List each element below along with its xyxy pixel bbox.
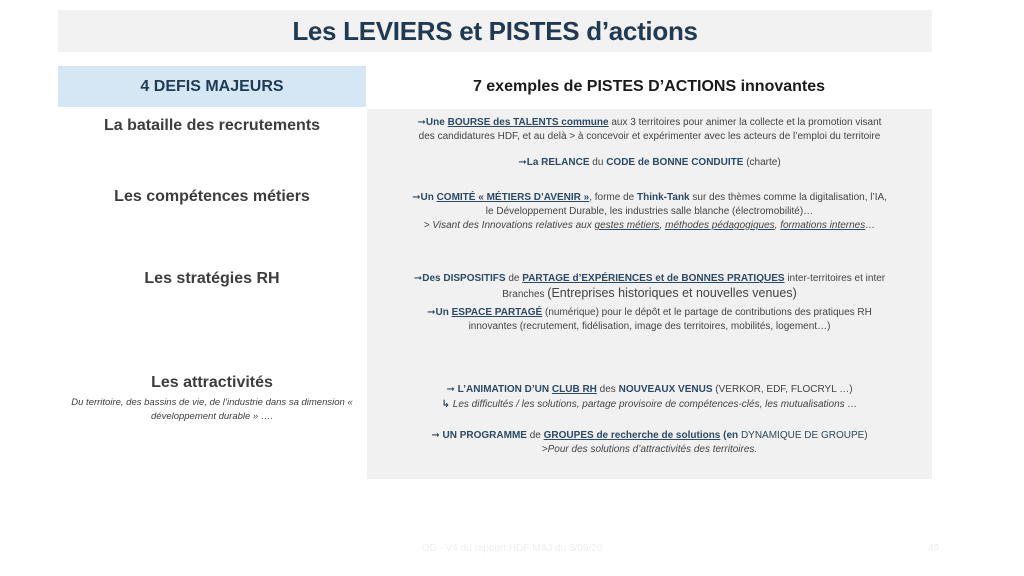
piste-text: DYNAMIQUE DE GROUPE — [740, 430, 865, 441]
defi-strategies-rh — [58, 270, 366, 288]
piste-text: innovantes (recrutement, fidélisation, image des territoires, mobilités, logement…) — [468, 321, 831, 332]
piste-text: Branches — [502, 289, 548, 300]
arrow-icon: ➞ — [417, 117, 426, 128]
partage-experiences-link: PARTAGE d’EXPÉRIENCES et de BONNES PRATIQUES — [522, 273, 785, 284]
piste-text: Des DISPOSITIFS — [422, 273, 506, 284]
footer-text: OD - V4 du rapport HDF MAJ du 3/09/20 — [421, 543, 603, 554]
page-title: Les LEVIERS et PISTES d’actions — [292, 15, 698, 46]
piste-text: ) — [864, 430, 868, 441]
piste-text: , — [659, 220, 666, 231]
defi-attractivites — [58, 374, 366, 424]
piste-text: La RELANCE — [526, 157, 590, 168]
arrow-icon: ➞ — [413, 273, 423, 284]
defi-label: Les compétences métiers — [114, 188, 310, 205]
piste-text: NOUVEAUX VENUS — [618, 384, 713, 395]
piste-comite-metiers — [367, 191, 932, 233]
piste-text: Une — [425, 117, 448, 128]
piste-text: Les difficultés / les solutions, partage provisoire de compétences-clés, les mutualisations … — [452, 399, 858, 410]
piste-text: , forme de — [589, 192, 638, 203]
piste-text: sur des thèmes comme la digitalisation, l’IA, — [689, 192, 887, 203]
defi-competences — [58, 188, 366, 206]
arrow-icon: ➞ — [412, 192, 421, 203]
return-arrow-icon: ↳ — [441, 399, 450, 410]
piste-difficultes — [367, 398, 932, 412]
piste-text: (VERKOR, EDF, FLOCRYL …) — [712, 384, 853, 395]
piste-relance-code — [367, 156, 932, 170]
piste-text: Think-Tank — [637, 192, 690, 203]
club-rh-link: CLUB RH — [551, 384, 597, 395]
piste-text: CODE de BONNE CONDUITE — [606, 157, 744, 168]
piste-text: (numérique) pour le dépôt et le partage de contributions des pratiques RH — [542, 307, 872, 318]
piste-text: de — [526, 430, 544, 441]
piste-text: Un — [435, 307, 452, 318]
arrow-icon: ➞ — [427, 307, 436, 318]
defi-label: Les stratégies RH — [144, 270, 280, 287]
gestes-metiers: gestes métiers — [594, 220, 660, 231]
defi-label: La bataille des recrutements — [103, 117, 321, 134]
comite-metiers-link: COMITÉ « MÉTIERS D’AVENIR » — [436, 192, 590, 203]
piste-text: Un — [420, 192, 437, 203]
piste-animation-club — [367, 383, 932, 397]
piste-text: du — [589, 157, 607, 168]
piste-text: (charte) — [743, 157, 781, 168]
piste-text: UN PROGRAMME — [442, 430, 527, 441]
arrow-icon: ➞ — [446, 384, 455, 395]
piste-text: … — [865, 220, 876, 231]
piste-text: > Visant des Innovations relatives aux — [423, 220, 595, 231]
groupes-recherche-link: GROUPES de recherche de solutions — [543, 430, 721, 441]
piste-dispositifs-partage — [367, 272, 932, 302]
piste-text: de — [505, 273, 523, 284]
piste-text: des candidatures HDF, et au delà > à concevoir et expérimenter avec les acteurs de l’emploi du territoire — [418, 131, 881, 142]
arrow-icon: ➞ — [518, 157, 527, 168]
bourse-talents-link: BOURSE des TALENTS commune — [447, 117, 609, 128]
page-number: 49 — [928, 543, 940, 554]
piste-programme-groupes — [367, 429, 932, 457]
piste-text: , — [774, 220, 781, 231]
arrow-icon: ➞ — [431, 430, 440, 441]
piste-text: L’ANIMATION D’UN — [457, 384, 552, 395]
header-pistes: 7 exemples de PISTES D’ACTIONS innovantes — [472, 77, 826, 95]
piste-bourse-talents — [367, 116, 932, 144]
title-bar — [58, 10, 932, 52]
methodes-pedagogiques: méthodes pédagogiques — [665, 220, 775, 231]
piste-text: le Développement Durable, les industries salle blanche (électromobilité)… — [485, 206, 814, 217]
piste-text: des — [596, 384, 619, 395]
defi-attractivites-description: Du territoire, des bassins de vie, de l’industrie dans sa dimension « développement durable » …. — [71, 397, 353, 422]
piste-espace-partage — [367, 306, 932, 334]
piste-text: (Entreprises historiques et nouvelles venues) — [547, 286, 797, 300]
header-defis: 4 DEFIS MAJEURS — [58, 66, 366, 107]
piste-text: inter-territoires et inter — [784, 273, 886, 284]
piste-text: (en — [720, 430, 741, 441]
formations-internes: formations internes — [780, 220, 866, 231]
piste-text: aux 3 territoires pour animer la collecte et la promotion visant — [608, 117, 882, 128]
defi-label: Les attractivités — [151, 374, 273, 391]
piste-text: >Pour des solutions d’attractivités des territoires. — [541, 444, 758, 455]
defi-recrutements — [58, 117, 366, 135]
espace-partage-link: ESPACE PARTAGÉ — [451, 307, 543, 318]
